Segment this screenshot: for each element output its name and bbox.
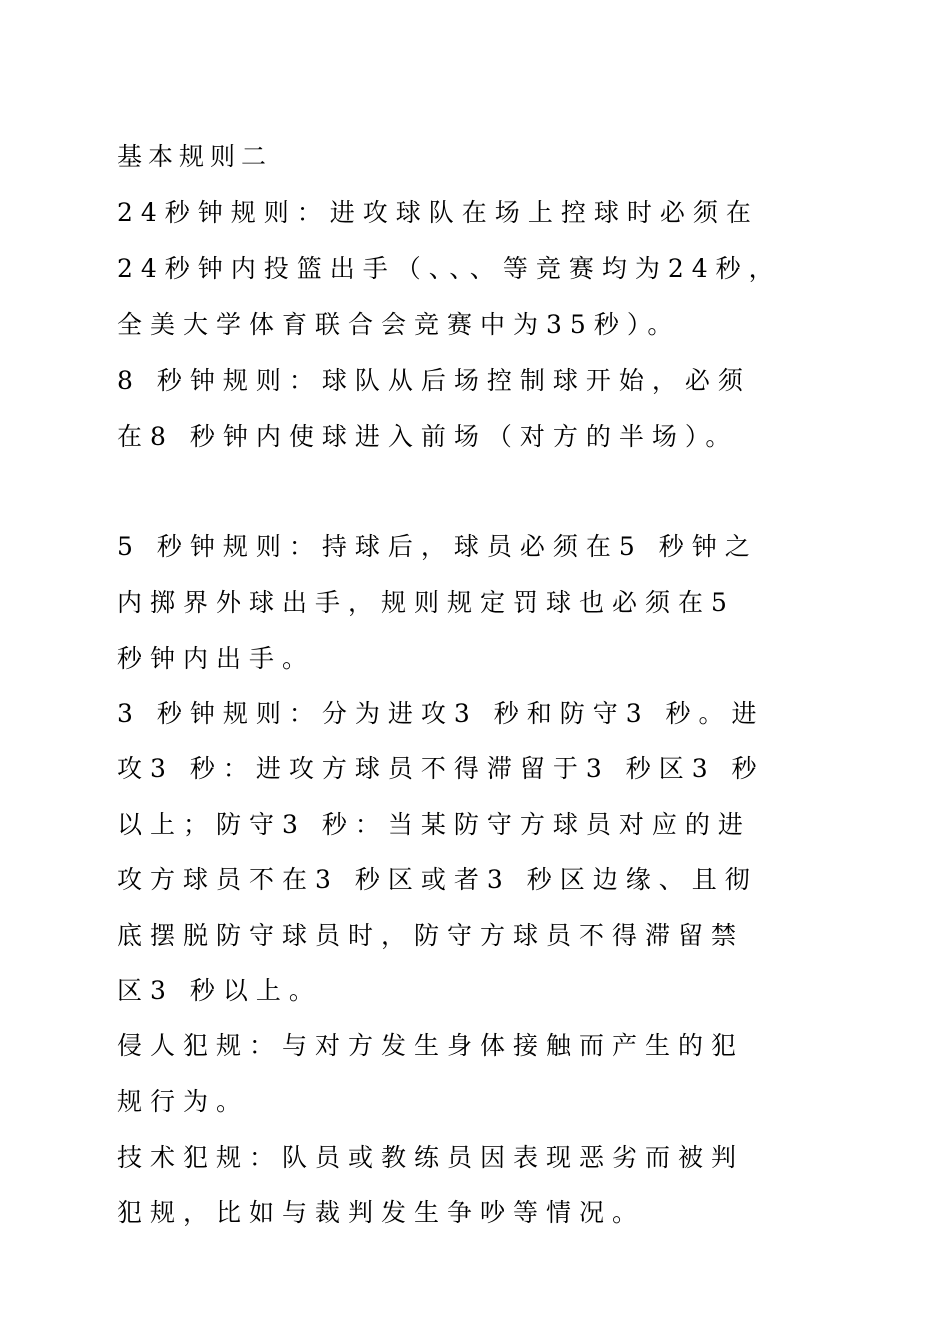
text-line: 底摆脱防守球员时，防守方球员不得滞留禁 — [117, 921, 745, 950]
text-line: 秒钟内出手。 — [117, 644, 316, 673]
text-line: 技术犯规：队员或教练员因表现恶劣而被判 — [117, 1143, 745, 1172]
text-line: 全美大学体育联合会竞赛中为35秒）。 — [117, 310, 681, 339]
text-line: 攻方球员不在3 秒区或者3 秒区边缘、且彻 — [117, 865, 758, 894]
text-line: 侵人犯规：与对方发生身体接触而产生的犯 — [117, 1031, 745, 1060]
text-line: 5 秒钟规则：持球后，球员必须在5 秒钟之 — [117, 532, 758, 561]
text-line: 规行为。 — [117, 1087, 250, 1116]
text-line: 3 秒钟规则：分为进攻3 秒和防守3 秒。进 — [117, 699, 765, 728]
document-title: 基本规则二 — [117, 142, 273, 171]
text-line: 在8 秒钟内使球进入前场（对方的半场）。 — [117, 422, 739, 451]
text-line: 区3 秒以上。 — [117, 976, 322, 1005]
text-line: 24秒钟内投篮出手（、、、等竞赛均为24秒， — [117, 254, 782, 283]
text-line: 犯规，比如与裁判发生争吵等情况。 — [117, 1198, 646, 1227]
text-line: 以上；防守3 秒：当某防守方球员对应的进 — [117, 810, 751, 839]
text-line: 攻3 秒：进攻方球员不得滞留于3 秒区3 秒 — [117, 754, 765, 783]
text-line: 内掷界外球出手，规则规定罚球也必须在5 — [117, 588, 735, 617]
text-line: 24秒钟规则：进攻球队在场上控球时必须在 — [117, 198, 759, 227]
text-line: 8 秒钟规则：球队从后场控制球开始，必须 — [117, 366, 751, 395]
